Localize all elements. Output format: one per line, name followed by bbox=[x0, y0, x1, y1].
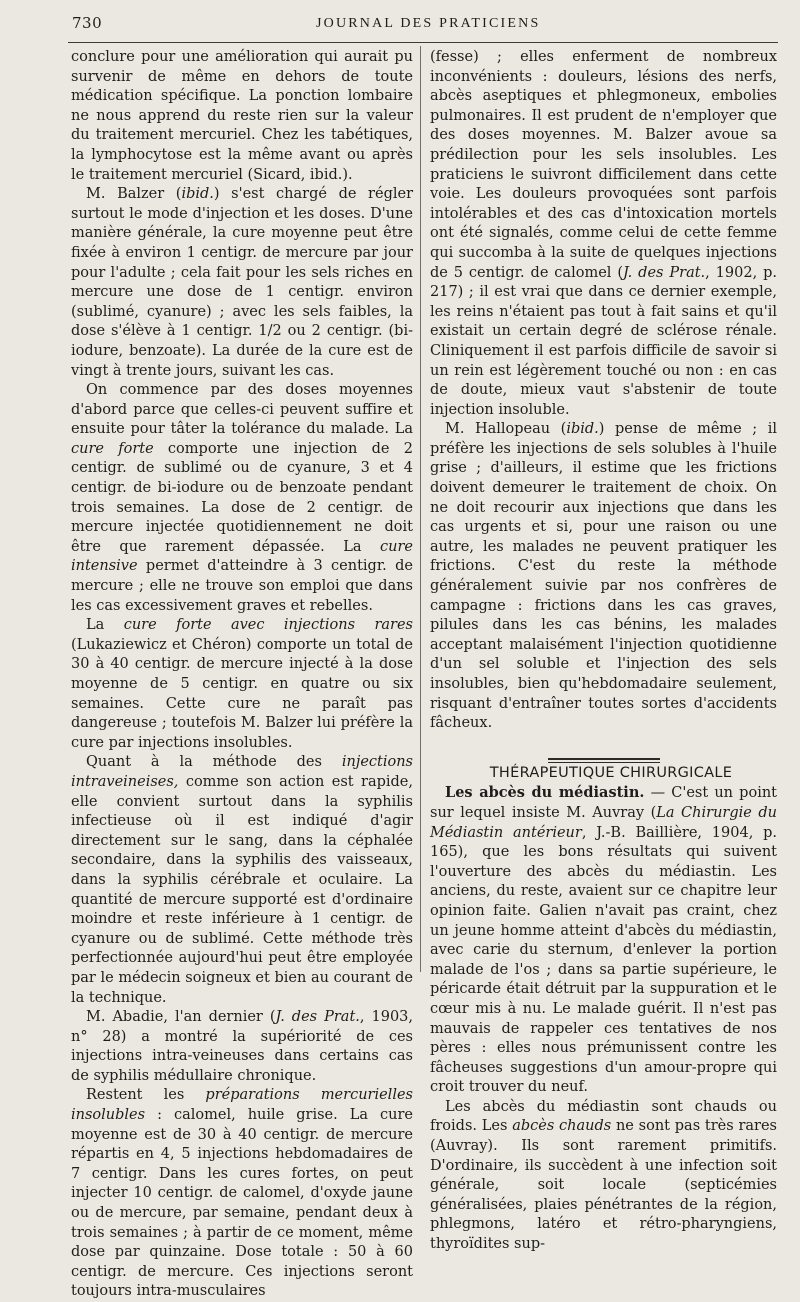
paragraph: Quant à la méthode des injections intraveineises, comme son action est rapide, elle convient surtout dans la syphilis infectieuse où il est indiqué d'agir directement sur le sang, dans la céphalée secondaire, dans la syphilis des vaisseaux, dans la syphilis cérébrale et oculaire. La quantité de mercure supporté est d'ordinaire moindre et reste inférieure à 1 centigr. de cyanure ou de sublimé. Cette méthode très perfectionnée aujourd'hui peut être employée par le médecin soigneux et bien au courant de la technique. bbox=[71, 754, 413, 1006]
right-column bbox=[430, 48, 777, 1255]
page-header bbox=[0, 0, 800, 40]
header-rule bbox=[68, 42, 778, 43]
paragraph: conclure pour une amélioration qui aurait pu survenir de même en dehors de toute médication spécifique. La ponction lombaire ne nous apprend du reste rien sur la valeur du traitement mercuriel. Chez les tabétiques, la lymphocytose est la même avant ou après le traitement mercuriel (Sicard, ibid.). bbox=[71, 49, 413, 183]
paragraph: On commence par des doses moyennes d'abord parce que celles-ci peuvent suffire et ensuite pour tâter la tolérance du malade. La cure forte comporte une injection de 2 centigr. de sublimé ou de cyanure, 3 et 4 centigr. de bi-iodure ou de benzoate pendant trois semaines. La dose de 2 centigr. de mercure injectée quotidiennement ne doit être que rarement dépassée. La cure intensive permet d'atteindre à 3 centigr. de mercure ; elle ne trouve son emploi que dans les cas excessivement graves et rebelles. bbox=[71, 382, 413, 614]
paragraph: M. Balzer (ibid.) s'est chargé de régler surtout le mode d'injection et les doses. D'une manière générale, la cure moyenne peut être fixée à environ 1 centigr. de mercure par jour pour l'adulte ; cela fait pour les sels riches en mercure une dose de 1 centigr. environ (sublimé, cyanure) ; avec les sels faibles, la dose s'élève à 1 centigr. 1/2 ou 2 centigr. (bi-iodure, benzoate). La durée de la cure est de vingt à trente jours, suivant les cas. bbox=[71, 186, 413, 379]
paragraph: La cure forte avec injections rares (Lukaziewicz et Chéron) comporte un total de 30 à 40 centigr. de mercure injecté à la dose moyenne de 5 centigr. en quatre ou six semaines. Cette cure ne paraît pas dangereuse ; toutefois M. Balzer lui préfère la cure par injections insolubles. bbox=[71, 617, 414, 751]
paragraph: Les abcès du médiastin. — C'est un point sur lequel insiste M. Auvray (La Chirurgie du Médiastin antérieur, J.-B. Baillière, 1904, p. 165), que les bons résultats qui suivent l'ouverture des abcès du médiastin. Les anciens, du reste, avaient sur ce chapitre leur opinion faite. Galien n'avait pas craint, chez un jeune homme atteint d'abcès du médiastin, avec carie du sternum, d'enlever la portion malade de l'os ; dans sa partie supérieure, le péricarde était détruit par la suppuration et le cœur mis à nu. Le malade guérit. Il n'est pas mauvais de rappeler ces tentatives de nos pères : elles nous prémunissent contre les fâcheuses suggestions d'un amour-propre qui croit trouver du neuf. bbox=[430, 784, 777, 1096]
paragraph: Les abcès du médiastin sont chauds ou froids. Les abcès chauds ne sont pas très rares (Auvray). Ils sont rarement primitifs. D'ordinaire, ils succèdent à une infection soit générale, soit locale (septicémies généralisées, plaies pénétrantes de la région, phlegmons, latéro et rétro-pharyngiens, thyroïdites sup- bbox=[430, 1098, 777, 1253]
article-heading: Les abcès du médiastin. bbox=[445, 784, 645, 802]
paragraph: (fesse) ; elles enferment de nombreux inconvénients : douleurs, lésions des nerfs, abcès aseptiques et phlegmoneux, embolies pulmonaires. Il est prudent de n'employer que des doses moyennes. M. Balzer avoue sa prédilection pour les sels insolubles. Les praticiens le suivront difficilement dans cette voie. Les douleurs provoquées sont parfois intolérables et des cas d'intoxication mortels ont été signalés, comme celui de cette femme qui succomba à la suite de quelques injections de 5 centigr. de calomel (J. des Prat., 1902, p. 217) ; il est vrai que dans ce dernier exemple, les reins n'étaient pas tout à fait sains et qu'il existait un certain degré de sclérose rénale. Cliniquement il est parfois difficile de savoir si un rein est légèrement touché ou non : en cas de doute, mieux vaut s'abstenir de toute injection insoluble. bbox=[430, 49, 777, 418]
section-heading: THÉRAPEUTIQUE CHIRURGICALE bbox=[489, 764, 733, 781]
section-separator bbox=[548, 758, 660, 764]
left-column bbox=[71, 48, 413, 1302]
page-number: 730 bbox=[72, 14, 103, 32]
column-divider bbox=[420, 46, 421, 972]
running-title: JOURNAL DES PRATICIENS bbox=[316, 16, 541, 31]
paragraph: M. Abadie, l'an dernier (J. des Prat., 1903, n° 28) a montré la supériorité de ces injections intra-veineuses dans certains cas de syphilis médullaire chronique. bbox=[71, 1009, 414, 1084]
paragraph: Restent les préparations mercurielles insolubles : calomel, huile grise. La cure moyenne est de 30 à 40 centigr. de mercure répartis en 4, 5 injections hebdomadaires de 7 centigr. Dans les cures fortes, on peut injecter 10 centigr. de calomel, d'oxyde jaune ou de mercure, par semaine, pendant deux à trois semaines ; à partir de ce moment, même dose par quinzaine. Dose totale : 50 à 60 centigr. de mercure. Ces injections seront toujours intra-musculaires bbox=[71, 1087, 413, 1300]
paragraph: M. Hallopeau (ibid.) pense de même ; il préfère les injections de sels solubles à l'huile grise ; d'ailleurs, il estime que les frictions doivent demeurer le traitement de choix. On ne doit recourir aux injections que dans les cas urgents et si, pour une raison ou une autre, les malades ne peuvent pratiquer les frictions. C'est du reste la méthode généralement suivie par nos confrères de campagne : frictions dans les cas graves, pilules dans les cas bénins, les malades acceptant malaisément l'injection quotidienne d'un sel soluble et l'injection des sels insolubles, bien qu'hebdomadaire seulement, risquant d'entraîner toutes sortes d'accidents fâcheux. bbox=[430, 421, 777, 732]
